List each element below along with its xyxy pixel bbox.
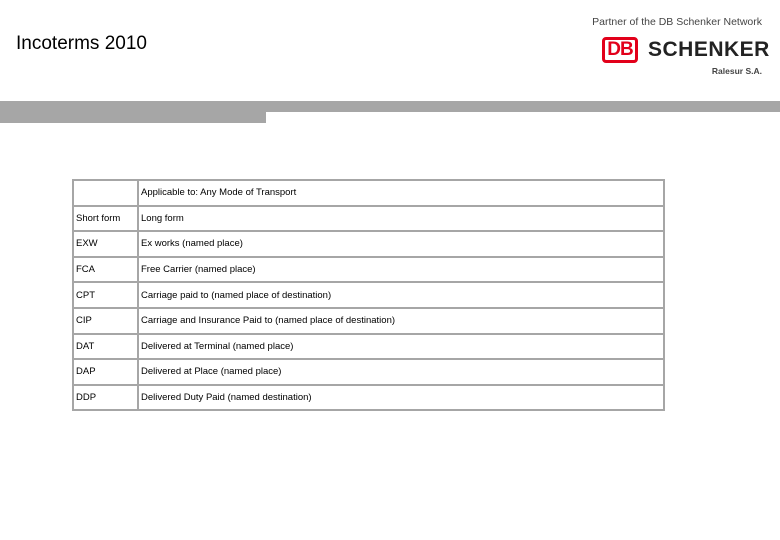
table-header-row: [73, 206, 664, 232]
column-header-short: Short form: [73, 206, 138, 232]
incoterms-table: [72, 179, 665, 411]
partner-text: Partner of the DB Schenker Network: [592, 16, 762, 28]
page-title: Incoterms 2010: [16, 33, 147, 54]
table-row: [73, 231, 664, 257]
cell-long-form: Carriage and Insurance Paid to (named place of destination): [138, 308, 664, 334]
cell-long-form: Delivered at Terminal (named place): [138, 334, 664, 360]
cell-short-form: CPT: [73, 282, 138, 308]
cell-long-form: Free Carrier (named place): [138, 257, 664, 283]
cell-long-form: Delivered at Place (named place): [138, 359, 664, 385]
cell-long-form: Carriage paid to (named place of destination): [138, 282, 664, 308]
table-row: [73, 359, 664, 385]
brand-name: SCHENKER: [648, 38, 770, 61]
table-row: [73, 282, 664, 308]
db-schenker-logo: [592, 14, 770, 80]
table-row: [73, 308, 664, 334]
header-bar-right: [266, 101, 780, 112]
db-logo-mark: DB: [602, 37, 638, 63]
cell-short-form: CIP: [73, 308, 138, 334]
table-row: [73, 257, 664, 283]
cell-short-form: FCA: [73, 257, 138, 283]
column-header-long: Long form: [138, 206, 664, 232]
sub-brand: Ralesur S.A.: [711, 66, 762, 76]
table-caption: Applicable to: Any Mode of Transport: [138, 180, 664, 206]
table-caption-row: [73, 180, 664, 206]
cell-short-form: DDP: [73, 385, 138, 411]
header-bar-left: [0, 101, 266, 123]
table-row: [73, 385, 664, 411]
table-cell-empty: [73, 180, 138, 206]
cell-short-form: DAT: [73, 334, 138, 360]
table-row: [73, 334, 664, 360]
cell-short-form: EXW: [73, 231, 138, 257]
cell-long-form: Ex works (named place): [138, 231, 664, 257]
cell-short-form: DAP: [73, 359, 138, 385]
cell-long-form: Delivered Duty Paid (named destination): [138, 385, 664, 411]
